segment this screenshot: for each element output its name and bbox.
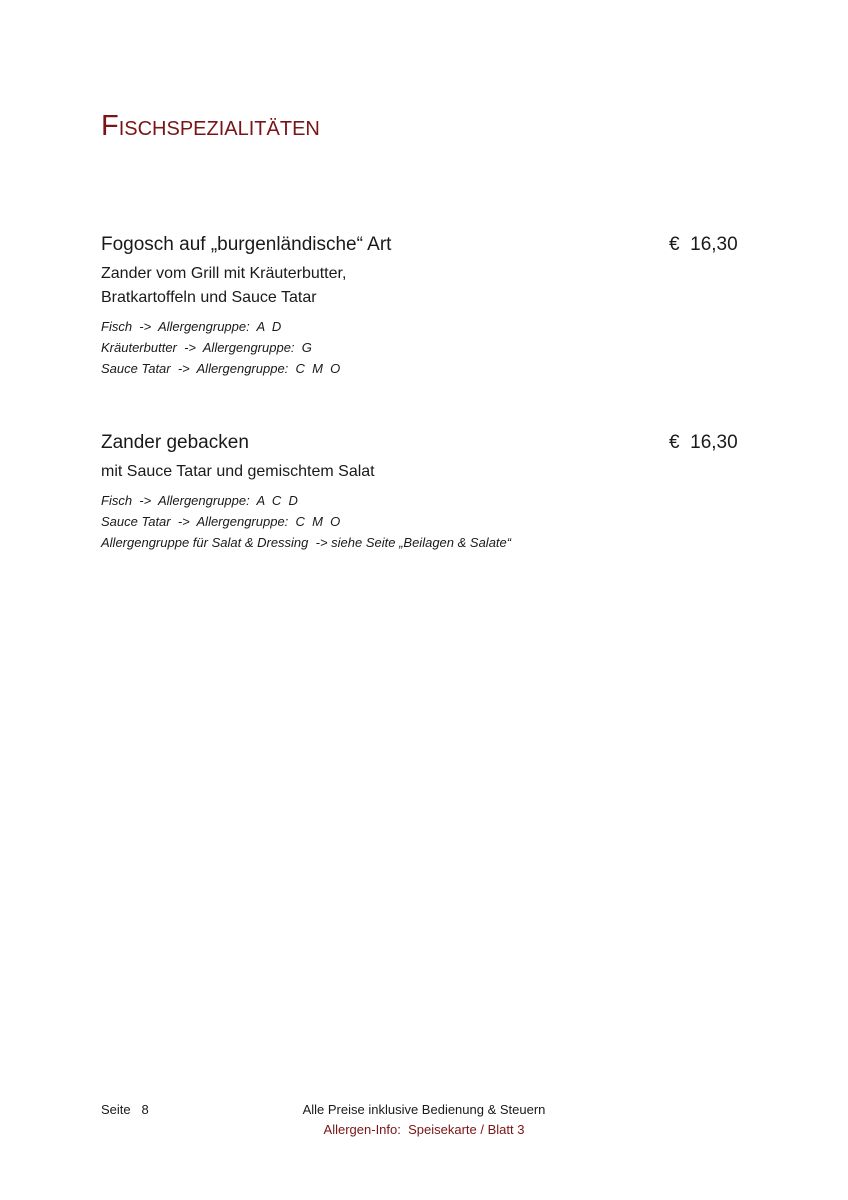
allergen-list xyxy=(101,490,751,553)
dish-price: € 16,30 xyxy=(669,234,738,255)
menu-item xyxy=(101,430,751,553)
description-line: Bratkartoffeln und Sauce Tatar xyxy=(101,289,317,306)
menu-item-header xyxy=(101,232,751,258)
dish-description xyxy=(101,460,751,484)
allergen-line: Kräuterbutter -> Allergengruppe: G xyxy=(101,340,312,355)
allergen-list xyxy=(101,316,751,379)
dish-name: Zander gebacken xyxy=(101,432,249,453)
allergen-line: Fisch -> Allergengruppe: A C D xyxy=(101,493,298,508)
allergen-info-reference: Allergen-Info: Speisekarte / Blatt 3 xyxy=(323,1122,525,1137)
dish-price: € 16,30 xyxy=(669,432,738,453)
description-line: Zander vom Grill mit Kräuterbutter, xyxy=(101,265,347,282)
page-title: Fischspezialitäten xyxy=(101,110,320,142)
allergen-line: Sauce Tatar -> Allergengruppe: C M O xyxy=(101,361,341,376)
menu-item-header xyxy=(101,430,751,456)
dish-name: Fogosch auf „burgenländische“ Art xyxy=(101,234,392,255)
menu-item xyxy=(101,232,751,379)
footer-notes xyxy=(224,1100,624,1140)
allergen-line: Fisch -> Allergengruppe: A D xyxy=(101,319,282,334)
allergen-line: Sauce Tatar -> Allergengruppe: C M O xyxy=(101,514,341,529)
dish-description xyxy=(101,262,751,310)
description-line: mit Sauce Tatar und gemischtem Salat xyxy=(101,463,375,480)
prices-note: Alle Preise inklusive Bedienung & Steuern xyxy=(302,1102,546,1117)
allergen-line: Allergengruppe für Salat & Dressing -> siehe Seite „Beilagen & Salate“ xyxy=(101,535,512,550)
page-number: Seite 8 xyxy=(101,1102,149,1117)
